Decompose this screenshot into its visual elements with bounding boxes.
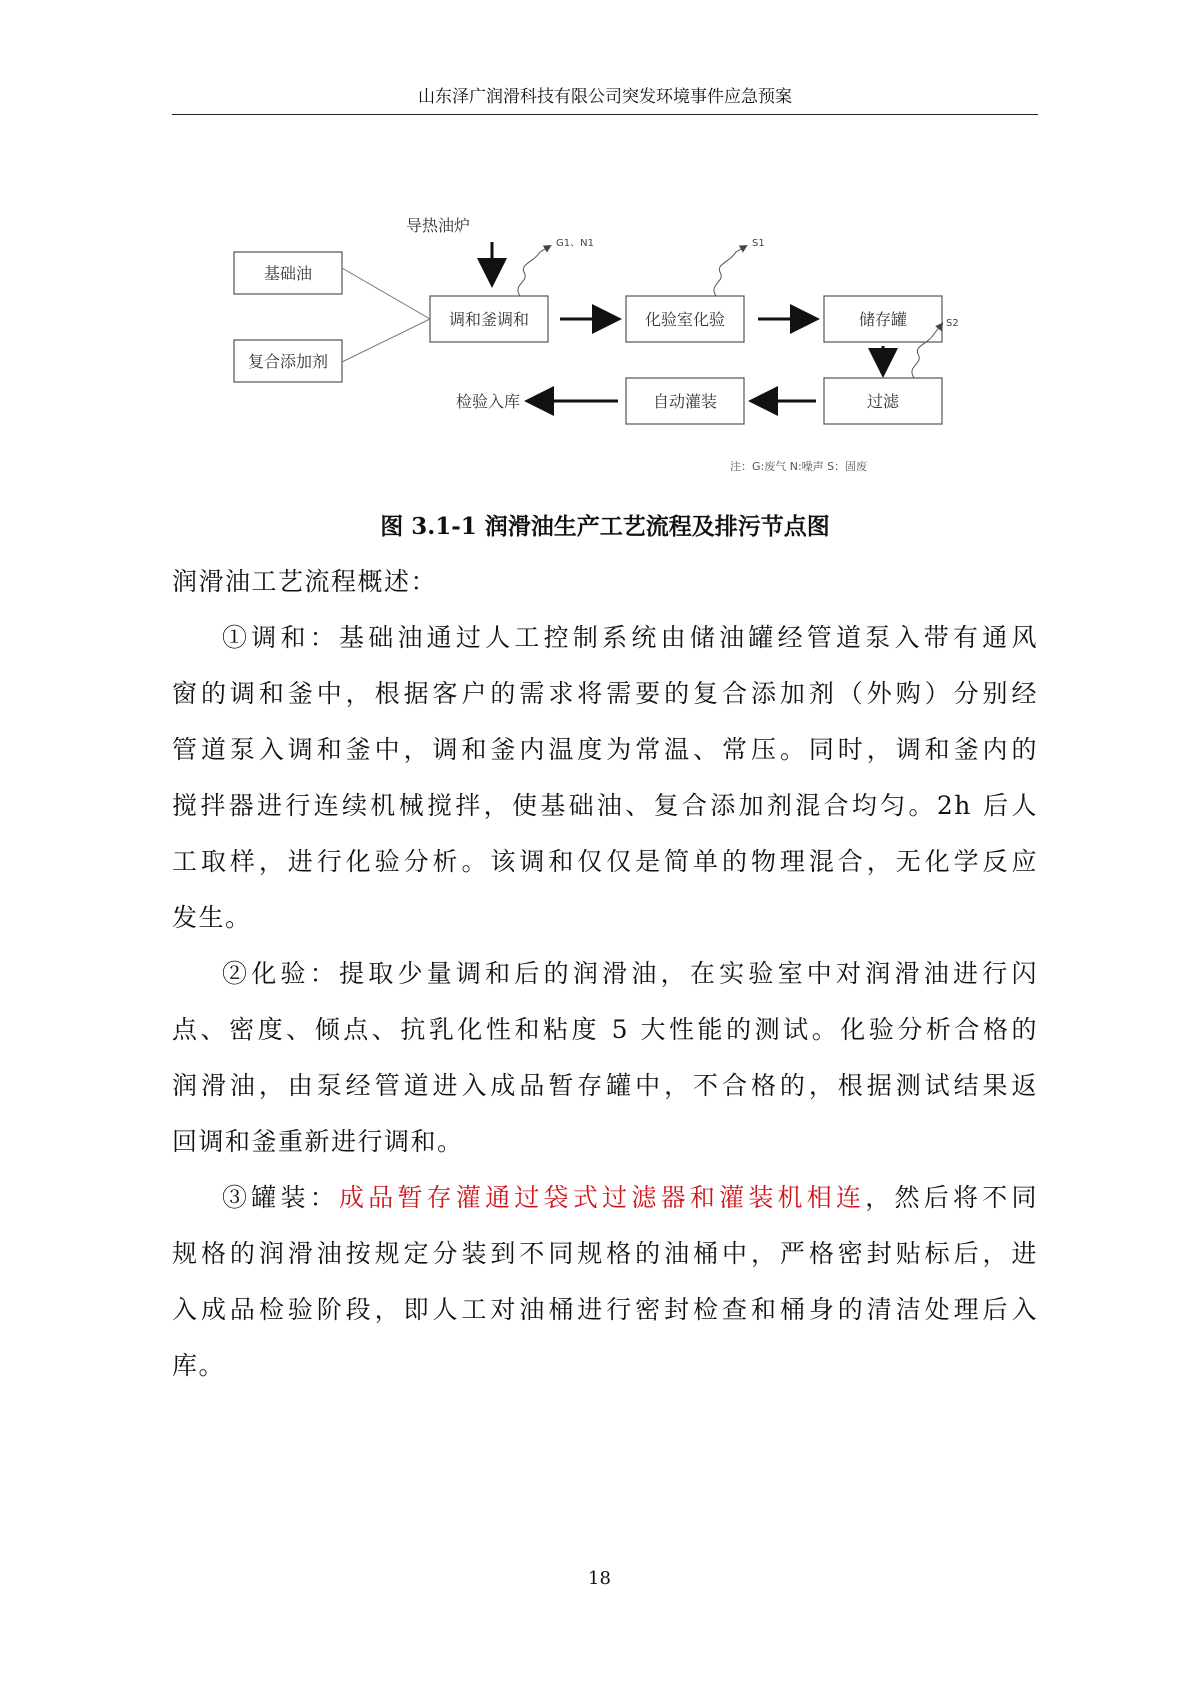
svg-text:化验室化验: 化验室化验: [644, 310, 726, 329]
filling-line-1-tail: ，然后将不同: [865, 1183, 1038, 1212]
emission-label-lab: S1: [752, 238, 765, 249]
emission-label-blend: G1、N1: [556, 238, 594, 249]
filling-label: ③罐装：: [222, 1183, 339, 1212]
paragraph-blending-line-2: 窗的调和釜中，根据客户的需求将需要的复合添加剂（外购）分别经: [172, 679, 1038, 708]
emission-squiggle-blend: [518, 246, 550, 296]
paragraph-testing-line-4: 回调和釜重新进行调和。: [172, 1127, 464, 1156]
process-flow-diagram: [230, 212, 970, 492]
diagram-note: 注：G:废气 N:噪声 S：固废: [730, 460, 868, 473]
figure-caption: 图 3.1-1 润滑油生产工艺流程及排污节点图: [380, 513, 830, 540]
paragraph-blending-line-4: 搅拌器进行连续机械搅拌，使基础油、复合添加剂混合均匀。2h 后人: [172, 791, 1038, 820]
page-number: 18: [588, 1568, 611, 1589]
svg-text:复合添加剂: 复合添加剂: [247, 352, 329, 371]
box-storage-tank: [824, 296, 942, 342]
paragraph-blending-line-5: 工取样，进行化验分析。该调和仅仅是简单的物理混合，无化学反应: [172, 847, 1038, 876]
end-label-inspection-storage: 检验入库: [455, 392, 520, 411]
line-additive-to-blend: [342, 319, 430, 362]
heat-oil-furnace-label: 导热油炉: [405, 216, 471, 235]
box-filter: [824, 378, 942, 424]
box-base-oil: [234, 252, 342, 294]
svg-text:调和釜调和: 调和釜调和: [448, 310, 530, 329]
document-body: [172, 554, 1038, 1394]
emission-squiggle-lab: [714, 246, 746, 296]
box-auto-filling: [626, 378, 744, 424]
paragraph-blending-line-1: ①调和：基础油通过人工控制系统由储油罐经管道泵入带有通风: [222, 623, 1038, 652]
box-lab-test: [626, 296, 744, 342]
paragraph-blending-line-6: 发生。: [172, 903, 252, 932]
box-blend-kettle: [430, 296, 548, 342]
paragraph-filling-line-4: 库。: [172, 1351, 226, 1380]
paragraph-filling-line-2: 规格的润滑油按规定分装到不同规格的油桶中，严格密封贴标后，进: [172, 1239, 1038, 1268]
page-header: 山东泽广润滑科技有限公司突发环境事件应急预案: [172, 80, 1038, 115]
paragraph-blending-line-3: 管道泵入调和釜中，调和釜内温度为常温、常压。同时，调和釜内的: [172, 735, 1038, 764]
svg-text:储存罐: 储存罐: [858, 310, 908, 329]
paragraph-testing-line-1: ②化验：提取少量调和后的润滑油，在实验室中对润滑油进行闪: [222, 959, 1038, 988]
line-base-oil-to-blend: [342, 268, 430, 319]
intro-heading: 润滑油工艺流程概述：: [172, 567, 438, 596]
svg-text:过滤: 过滤: [866, 392, 900, 411]
paragraph-filling-line-3: 入成品检验阶段，即人工对油桶进行密封检查和桶身的清洁处理后入: [172, 1295, 1038, 1324]
paragraph-testing-line-2: 点、密度、倾点、抗乳化性和粘度 5 大性能的测试。化验分析合格的: [172, 1015, 1038, 1044]
svg-text:自动灌装: 自动灌装: [652, 392, 718, 411]
paragraph-filling-line-1: [172, 1170, 1038, 1226]
box-additive: [234, 340, 342, 382]
emission-label-filter: S2: [946, 318, 959, 329]
highlighted-text: 成品暂存灌通过袋式过滤器和灌装机相连: [338, 1183, 866, 1212]
paragraph-testing-line-3: 润滑油，由泵经管道进入成品暂存罐中，不合格的，根据测试结果返: [172, 1071, 1038, 1100]
svg-text:基础油: 基础油: [263, 264, 313, 283]
